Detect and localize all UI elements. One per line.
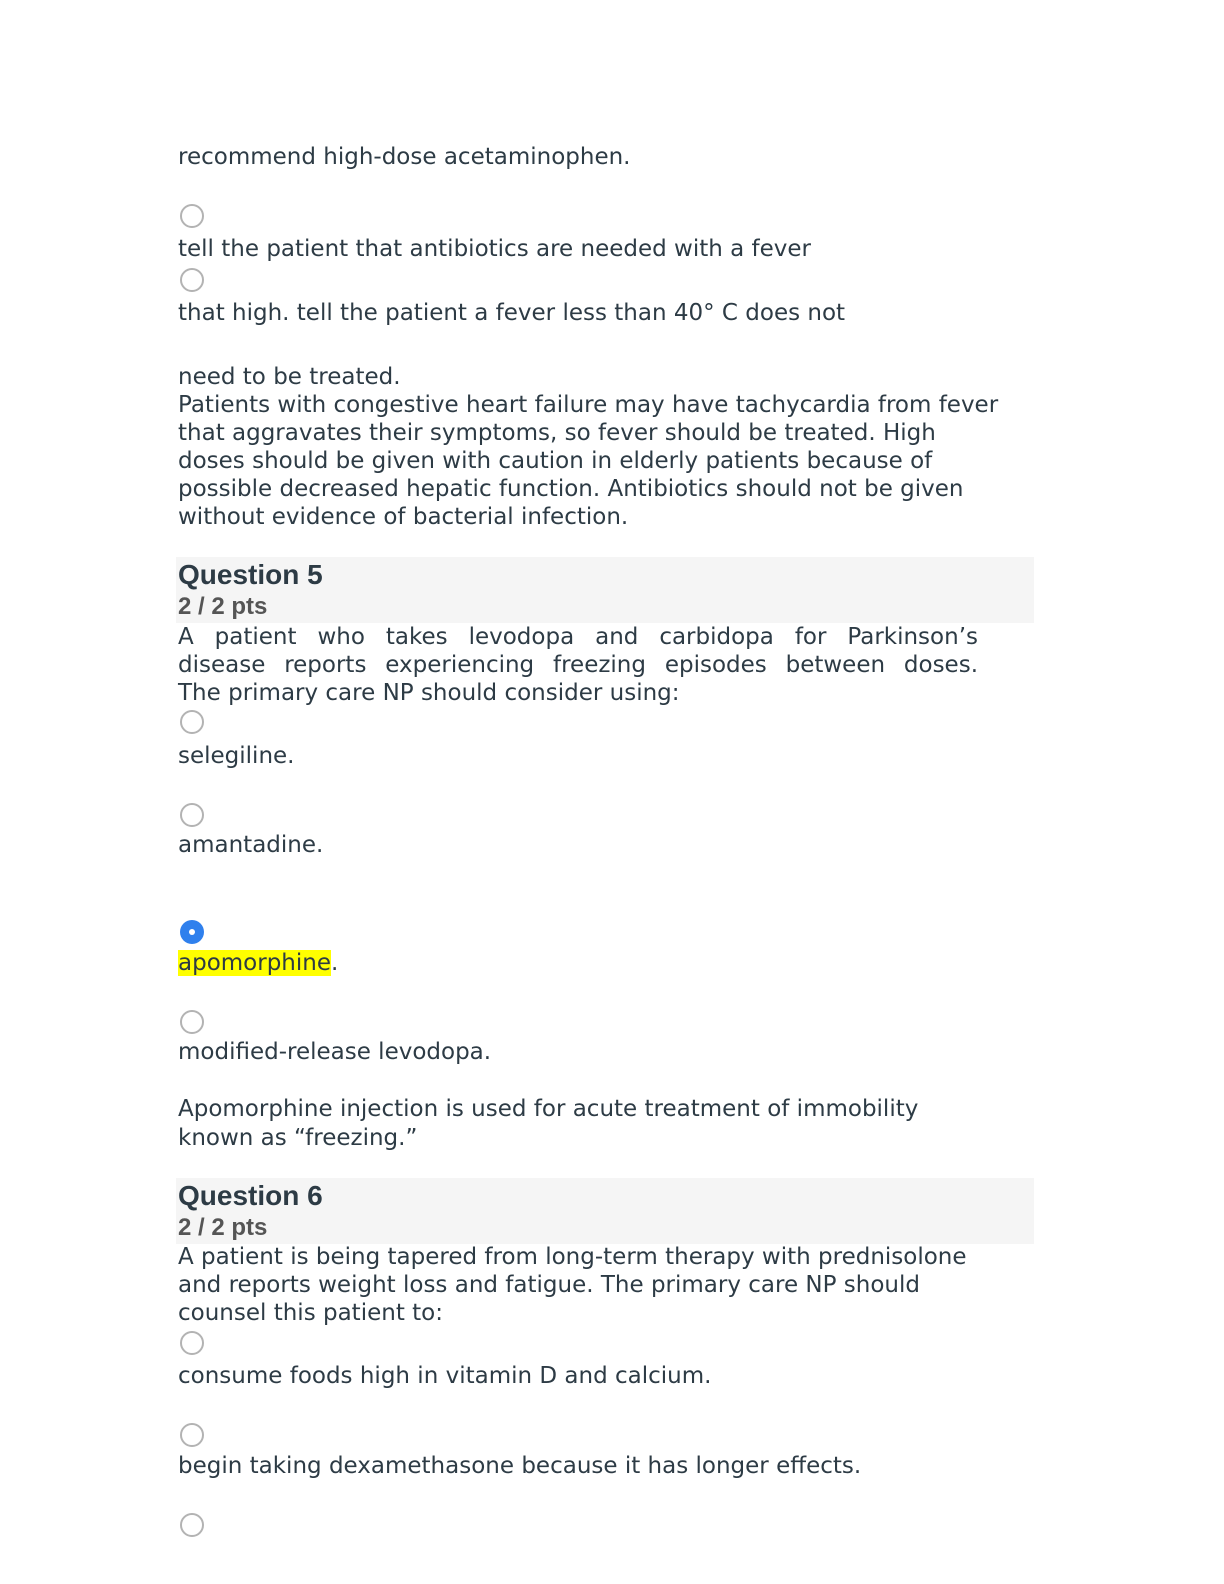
answer-text: consume foods high in vitamin D and calcium. [178, 1363, 712, 1389]
feedback-line: Patients with congestive heart failure may have tachycardia from fever [178, 392, 999, 418]
question-text: disease reports experiencing freezing episodes between doses. [178, 652, 978, 678]
answer-text: that high. tell the patient a fever less than 40° C does not [178, 300, 846, 326]
question-title: Question 5 [178, 559, 323, 590]
feedback-line: that aggravates their symptoms, so fever should be treated. High [178, 420, 936, 446]
feedback-line: Apomorphine injection is used for acute treatment of immobility [178, 1096, 919, 1122]
feedback-line: known as “freezing.” [178, 1125, 418, 1151]
question-text: The primary care NP should consider using: [178, 680, 680, 706]
question-title: Question 6 [178, 1180, 323, 1211]
answer-text: begin taking dexamethasone because it has longer effects. [178, 1453, 862, 1479]
question-points: 2 / 2 pts [178, 593, 268, 620]
question-header [176, 1178, 1034, 1244]
answer-radio[interactable] [180, 1010, 204, 1034]
question-text: A patient who takes levodopa and carbidopa for Parkinson’s [178, 624, 978, 650]
question-text: counsel this patient to: [178, 1300, 443, 1326]
answer-radio[interactable] [180, 268, 204, 292]
answer-text: modified-release levodopa. [178, 1039, 492, 1065]
answer-radio[interactable] [180, 1423, 204, 1447]
question-points: 2 / 2 pts [178, 1214, 268, 1241]
question-text: A patient is being tapered from long-term therapy with prednisolone [178, 1244, 967, 1270]
answer-radio-selected[interactable] [180, 920, 204, 944]
feedback-line: without evidence of bacterial infection. [178, 504, 629, 530]
answer-radio[interactable] [180, 204, 204, 228]
question-header [176, 557, 1034, 623]
answer-text: recommend high-dose acetaminophen. [178, 144, 631, 170]
answer-text-selected [178, 949, 338, 977]
answer-text: tell the patient that antibiotics are needed with a fever [178, 236, 812, 262]
answer-radio[interactable] [180, 1513, 204, 1537]
answer-text: selegiline. [178, 743, 295, 769]
answer-radio[interactable] [180, 1331, 204, 1355]
answer-text: need to be treated. [178, 364, 401, 390]
answer-radio[interactable] [180, 710, 204, 734]
highlighted-answer: apomorphine [178, 950, 331, 976]
question-text: and reports weight loss and fatigue. The primary care NP should [178, 1272, 920, 1298]
feedback-line: doses should be given with caution in elderly patients because of [178, 448, 933, 474]
answer-radio[interactable] [180, 803, 204, 827]
answer-suffix: . [331, 950, 339, 976]
answer-text: amantadine. [178, 832, 324, 858]
feedback-line: possible decreased hepatic function. Antibiotics should not be given [178, 476, 964, 502]
